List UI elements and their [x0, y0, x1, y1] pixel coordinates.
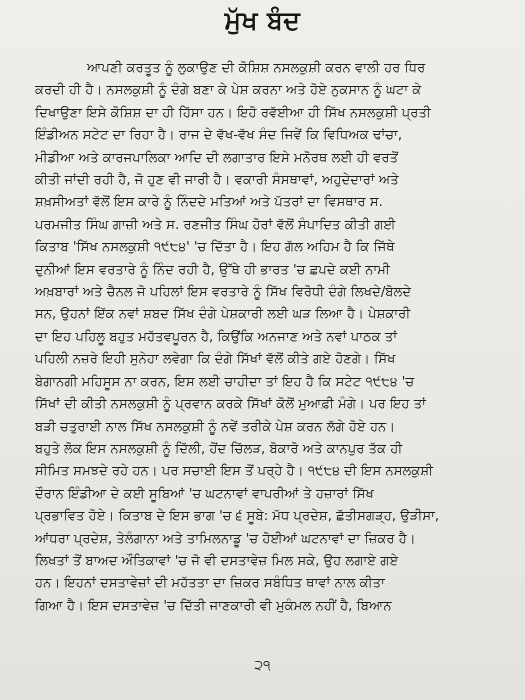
- text-line: ਸਿੱਖਾਂ ਦੀ ਕੀਤੀ ਨਸਲਕੁਸ਼ੀ ਨੂੰ ਪ੍ਰਵਾਨ ਕਰਕੇ ਸਿੱਖਾਂ ਕੋਲੋਂ ਮੁਆਫ਼ੀ ਮੰਗੇ। ਪਰ ਇਹ ਤਾਂ: [35, 397, 426, 413]
- text-line: ਆਪਣੀ ਕਰਤੂਤ ਨੂੰ ਲੁਕਾਉਣ ਦੀ ਕੋਸ਼ਿਸ਼ ਨਸਲਕੁਸ਼ੀ ਕਰਨ ਵਾਲੀ ਹਰ ਧਿਰ: [87, 61, 426, 76]
- body-paragraph: [35, 58, 498, 618]
- text-line: ਸ਼ਖ਼ਸੀਅਤਾਂ ਵੱਲੋਂ ਇਸ ਕਾਰੇ ਨੂੰ ਨਿੰਦਦੇ ਮਤਿਆਂ ਅਤੇ ਪੱਤਰਾਂ ਦਾ ਵਿਸਥਾਰ ਸ.: [35, 195, 383, 211]
- text-line: ਪ੍ਰਭਾਵਿਤ ਹੋਏ। ਕਿਤਾਬ ਦੇ ਇਸ ਭਾਗ 'ਚ ੬ ਸੂਬੇ: ਮੱਧ ਪ੍ਰਦੇਸ਼, ਛੱਤੀਸਗੜ੍ਹ, ਉੜੀਸਾ,: [35, 509, 440, 525]
- text-line: ਹਨ। ਇਹਨਾਂ ਦਸਤਾਵੇਜ਼ਾਂ ਦੀ ਮਹੱਤਤਾ ਦਾ ਜ਼ਿਕਰ ਸਬੰਧਿਤ ਥਾਵਾਂ ਨਾਲ ਕੀਤਾ: [35, 576, 385, 592]
- text-line: ਗਿਆ ਹੈ। ਇਸ ਦਸਤਾਵੇਜ਼ 'ਚ ਦਿੱਤੀ ਜਾਣਕਾਰੀ ਵੀ ਮੁਕੰਮਲ ਨਹੀਂ ਹੈ, ਬਿਆਨ: [35, 598, 392, 614]
- text-line: ਬਹੁਤੇ ਲੋਕ ਇਸ ਨਸਲਕੁਸ਼ੀ ਨੂੰ ਦਿੱਲੀ, ਹੋਂਦ ਚਿੱਲੜ, ਬੋਕਾਰੋ ਅਤੇ ਕਾਨਪੁਰ ਤੱਕ ਹੀ: [35, 441, 403, 457]
- text-line: ਪਹਿਲੀ ਨਜ਼ਰੇ ਇਹੀ ਸੁਨੇਹਾ ਲਵੇਗਾ ਕਿ ਦੰਗੇ ਸਿੱਖਾਂ ਵੱਲੋਂ ਕੀਤੇ ਗਏ ਹੋਣਗੇ। ਸਿੱਖ: [35, 352, 396, 368]
- text-line: ਆਂਧਰਾ ਪ੍ਰਦੇਸ਼, ਤੇਲੰਗਾਨਾ ਅਤੇ ਤਾਮਿਲਨਾਡੂ 'ਚ ਹੋਈਆਂ ਘਟਨਾਵਾਂ ਦਾ ਜ਼ਿਕਰ ਹੈ।: [35, 531, 416, 547]
- text-line: ਸੀਮਿਤ ਸਮਝਦੇ ਰਹੇ ਹਨ। ਪਰ ਸਚਾਈ ਇਸ ਤੋਂ ਪਰ੍ਹੇ ਹੈ। ੧੯੮੪ ਦੀ ਇਸ ਨਸਲਕੁਸ਼ੀ: [35, 464, 434, 480]
- text-line: ਬੇਗਾਨਗੀ ਮਹਿਸੂਸ ਨਾ ਕਰਨ, ਇਸ ਲਈ ਚਾਹੀਦਾ ਤਾਂ ਇਹ ਹੈ ਕਿ ਸਟੇਟ ੧੯੮੪ 'ਚ: [35, 374, 415, 390]
- text-line: ਪਰਮਜੀਤ ਸਿੰਘ ਗਾਜ਼ੀ ਅਤੇ ਸ. ਰਣਜੀਤ ਸਿੰਘ ਹੋਰਾਂ ਵੱਲੋਂ ਸੰਪਾਦਿਤ ਕੀਤੀ ਗਈ: [35, 217, 396, 233]
- text-line: ਬੜੀ ਚਤੁਰਾਈ ਨਾਲ ਸਿੱਖ ਨਸਲਕੁਸ਼ੀ ਨੂੰ ਨਵੇਂ ਤਰੀਕੇ ਪੇਸ਼ ਕਰਨ ਲੱਗੇ ਹੋਏ ਹਨ।: [35, 419, 396, 435]
- text-line: ਦਾ ਇਹ ਪਹਿਲੂ ਬਹੁਤ ਮਹੱਤਵਪੂਰਨ ਹੈ, ਕਿਉਂਕਿ ਅਨਜਾਣ ਅਤੇ ਨਵਾਂ ਪਾਠਕ ਤਾਂ: [35, 329, 398, 345]
- text-line: ਸਨ, ਉਹਨਾਂ ਇੱਕ ਨਵਾਂ ਸ਼ਬਦ ਸਿੱਖ ਦੰਗੇ ਪੇਸ਼ਕਾਰੀ ਲਈ ਘੜ ਲਿਆ ਹੈ। ਪੇਸ਼ਕਾਰੀ: [35, 307, 411, 323]
- chapter-title: ਮੁੱਖ ਬੰਦ: [224, 6, 301, 35]
- text-line: ਲਿਖਤਾਂ ਤੋਂ ਬਾਅਦ ਔਤਿਕਾਵਾਂ 'ਚ ਜੋ ਵੀ ਦਸਤਾਵੇਜ਼ ਮਿਲ ਸਕੇ, ਉਹ ਲਗਾਏ ਗਏ: [35, 553, 399, 569]
- text-line: ਕੀਤੀ ਜਾਂਦੀ ਰਹੀ ਹੈ, ਜੋ ਹੁਣ ਵੀ ਜਾਰੀ ਹੈ। ਵਕਾਰੀ ਸੰਸਥਾਵਾਂ, ਅਹੁਦੇਦਾਰਾਂ ਅਤੇ: [35, 173, 399, 189]
- text-line: ਕਰਦੀ ਹੀ ਹੈ। ਨਸਲਕੁਸ਼ੀ ਨੂੰ ਦੰਗੇ ਬਣਾ ਕੇ ਪੇਸ਼ ਕਰਨਾ ਅਤੇ ਹੋਏ ਨੁਕਸਾਨ ਨੂੰ ਘਟਾ ਕੇ: [35, 83, 422, 99]
- text-line: ਕਿਤਾਬ 'ਸਿੱਖ ਨਸਲਕੁਸ਼ੀ ੧੯੮੪' 'ਚ ਦਿੱਤਾ ਹੈ। ਇਹ ਗੱਲ ਅਹਿਮ ਹੈ ਕਿ ਜਿੱਥੇ: [35, 240, 395, 256]
- text-line: ਇੰਡੀਅਨ ਸਟੇਟ ਦਾ ਰਿਹਾ ਹੈ। ਰਾਜ ਦੇ ਵੱਖ-ਵੱਖ ਸੰਦ ਜਿਵੇਂ ਕਿ ਵਿਧਿਅਕ ਢਾਂਚਾ,: [35, 128, 403, 144]
- text-line: ਅਖ਼ਬਾਰਾਂ ਅਤੇ ਚੈਨਲ ਜੋ ਪਹਿਲਾਂ ਇਸ ਵਰਤਾਰੇ ਨੂੰ ਸਿੱਖ ਵਿਰੋਧੀ ਦੰਗੇ ਲਿਖਦੇ/ਬੋਲਦੇ: [35, 285, 412, 301]
- page-number: ੨੧: [254, 658, 271, 674]
- text-line: ਦੌਰਾਨ ਇੰਡੀਆ ਦੇ ਕਈ ਸੂਬਿਆਂ 'ਚ ਘਟਨਾਵਾਂ ਵਾਪਰੀਆਂ ਤੇ ਹਜ਼ਾਰਾਂ ਸਿੱਖ: [35, 486, 374, 502]
- text-line: ਦੁਨੀਆਂ ਇਸ ਵਰਤਾਰੇ ਨੂੰ ਨਿੰਦ ਰਹੀ ਹੈ, ਉੱਥੇ ਹੀ ਭਾਰਤ 'ਚ ਛਪਦੇ ਕਈ ਨਾਮੀ: [35, 262, 390, 278]
- text-line: ਮੀਡੀਆ ਅਤੇ ਕਾਰਜਪਾਲਿਕਾ ਆਦਿ ਦੀ ਲਗਾਤਾਰ ਇਸੇ ਮਨੋਰਥ ਲਈ ਹੀ ਵਰਤੋਂ: [35, 150, 399, 166]
- text-line: ਦਿਖਾਉਣਾ ਇਸੇ ਕੋਸ਼ਿਸ਼ ਦਾ ਹੀ ਹਿੱਸਾ ਹਨ। ਇਹੋ ਰਵੱਈਆ ਹੀ ਸਿੱਖ ਨਸਲਕੁਸ਼ੀ ਪ੍ਰਤੀ: [35, 105, 431, 121]
